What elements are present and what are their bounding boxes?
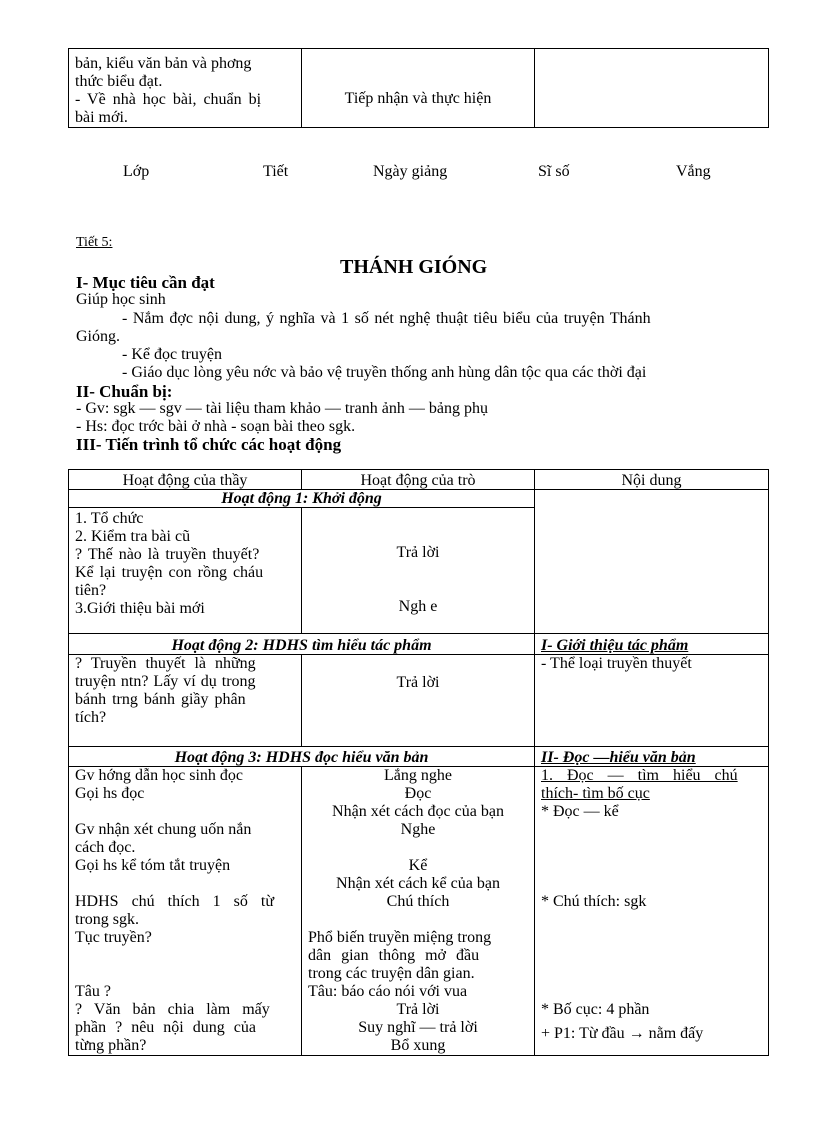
teacher-line: phần ? nêu nội dung của [75,1019,256,1036]
student-line: Nghe [400,821,436,838]
section-3-heading: III- Tiến trình tổ chức các hoạt động [76,435,342,454]
lesson-label: Tiết 5: [76,235,113,250]
student-line: Nhận xét cách đọc của bạn [332,803,504,820]
objective-1-cont: Gióng. [76,328,120,345]
content-line: - Thể loại truyền thuyết [541,655,692,672]
top-right-cell [535,49,769,128]
activity-table [68,469,769,1056]
top-left-line: bản, kiểu văn bản và phơng [75,55,252,72]
teacher-line: Tục truyền? [75,929,152,946]
top-left-cell [69,49,302,128]
top-left-line: bài mới. [75,109,128,126]
teacher-line [75,875,295,893]
student-line: Trả lời [396,544,440,561]
prep-hs: - Hs: đọc trớc bài ở nhà - soạn bài theo sgk. [76,418,356,435]
activity-3-title: Hoạt động 3: HDHS đọc hiểu văn bản [69,747,535,767]
student-line: Bổ xung [390,1037,446,1054]
content-line: nằm đấy [648,1025,704,1042]
teacher-line: 3.Giới thiệu bài mới [75,600,205,617]
arrow-right-icon: → [628,1025,645,1042]
activity-2-teacher [69,655,302,747]
teacher-line: từng phần? [75,1037,147,1054]
teacher-line: tích? [75,709,107,726]
teacher-line: HDHS chú thích 1 số từ [75,893,274,910]
content-line: thích- tìm bố cục [541,785,650,802]
student-line: dân gian thông mở đầu [308,947,480,964]
teacher-line: Gv hớng dẫn học sinh đọc [75,767,243,784]
student-line: Phổ biến truyền miệng trong [308,929,492,946]
teacher-line: Kể lại truyện con rồng cháu [75,564,264,581]
teacher-line: Tâu ? [75,983,111,1000]
teacher-line: ? Văn bản chia làm mấy [75,1001,270,1018]
activity-1-student [302,508,535,634]
prep-gv: - Gv: sgk — sgv — tài liệu tham khảo — tranh ảnh — bảng phụ [76,400,488,417]
activity-2-content-title: I- Giới thiệu tác phẩm [535,634,769,655]
top-middle-text: Tiếp nhận và thực hiện [344,89,492,107]
teacher-line [75,803,295,821]
content-line: + P1: Từ đầu [541,1025,625,1042]
student-line: trong các truyện dân gian. [308,965,475,982]
student-line: Chú thích [386,893,450,910]
teacher-line [75,965,295,983]
top-middle-cell [302,49,535,128]
activity-1-title: Hoạt động 1: Khởi động [69,490,535,508]
activity-2-content [535,655,769,747]
teacher-line: 2. Kiểm tra bài cũ [75,528,191,545]
activity-3-teacher [69,767,302,1056]
col-header-content: Nội dung [535,470,769,490]
student-line: Suy nghĩ — trả lời [358,1019,478,1036]
section-1-heading: I- Mục tiêu cần đạt [76,273,215,292]
activity-1-teacher [69,508,302,634]
ngay-giang-label: Ngày giảng [373,163,448,180]
teacher-line: Gọi hs đọc [75,785,145,802]
student-line: Tâu: báo cáo nói với vua [308,983,468,1000]
student-line: Lắng nghe [384,767,452,784]
student-line: Trả lời [396,674,440,691]
teacher-line: tiên? [75,582,107,599]
activity-1-content [535,490,769,634]
content-line-arrow [541,1025,762,1043]
content-line: * Bố cục: 4 phần [541,1001,650,1018]
teacher-line: trong sgk. [75,911,139,928]
teacher-line: 1. Tổ chức [75,510,144,527]
teacher-line: truyện ntn? Lấy ví dụ trong [75,673,256,690]
content-line: * Chú thích: sgk [541,893,647,910]
section-1-intro: Giúp học sinh [76,291,166,308]
student-line: Đọc [404,785,432,802]
objective-2: - Kể đọc truyện [122,346,222,363]
student-line: Ngh e [398,598,438,615]
content-line: * Đọc — kể [541,803,619,820]
col-header-student: Hoạt động của trò [302,470,535,490]
teacher-line: cách đọc. [75,839,136,856]
teacher-line: ? Truyền thuyết là những [75,655,256,672]
student-line: Trả lời [396,1001,440,1018]
tiet-label: Tiết [263,163,289,180]
activity-2-student [302,655,535,747]
teacher-line [75,947,295,965]
objective-3: - Giáo dục lòng yêu nớc và bảo vệ truyền thống anh hùng dân tộc qua các thời đại [122,364,647,381]
student-line [308,839,528,857]
activity-2-title: Hoạt động 2: HDHS tìm hiểu tác phẩm [69,634,535,655]
vang-label: Vắng [676,163,711,180]
teacher-line: Gọi hs kể tóm tắt truyện [75,857,231,874]
student-line: Nhận xét cách kể của bạn [336,875,500,892]
activity-3-content-title: II- Đọc —hiểu văn bản [535,747,769,767]
teacher-line: ? Thế nào là truyền thuyết? [75,546,260,563]
objective-1: - Nắm đợc nội dung, ý nghĩa và 1 số nét nghệ thuật tiêu biểu của truyện Thánh [122,310,651,327]
content-line: 1. Đọc — tìm hiểu chú [541,767,738,784]
activity-3-student [302,767,535,1056]
page-title: THÁNH GIÓNG [340,256,488,278]
section-2-heading: II- Chuẩn bị: [76,382,173,401]
top-left-line: - Về nhà học bài, chuẩn bị [75,91,262,108]
teacher-line: bánh trng bánh giầy phân [75,691,246,708]
activity-3-content [535,767,769,1056]
col-header-teacher: Hoạt động của thầy [69,470,302,490]
si-so-label: Sĩ số [538,163,570,180]
lop-label: Lớp [123,163,150,180]
teacher-line: Gv nhận xét chung uốn nắn [75,821,252,838]
student-line: Kể [408,857,428,874]
student-line [308,911,528,929]
top-left-line: thức biểu đạt. [75,73,163,90]
top-table [68,48,769,128]
